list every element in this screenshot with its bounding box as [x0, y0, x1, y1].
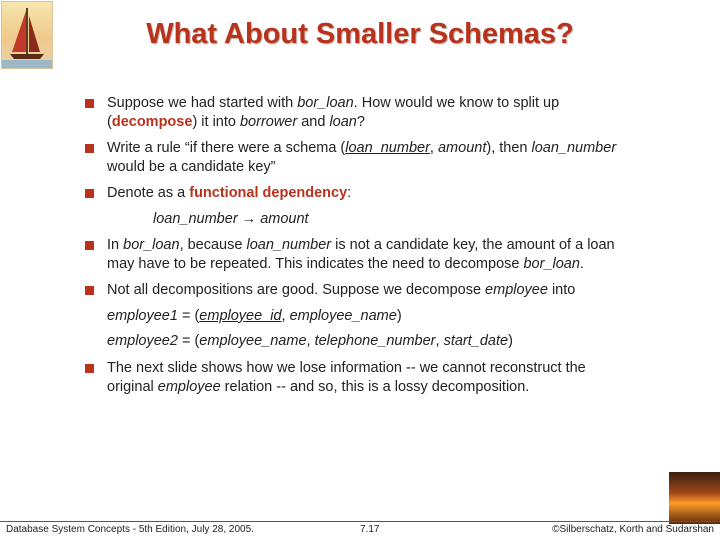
- bullet-text: Not all decompositions are good. Suppose we decompose employee into: [107, 282, 576, 298]
- bullet-square-icon: [85, 241, 94, 250]
- bullet-square-icon: [85, 99, 94, 108]
- bullet-square-icon: [85, 364, 94, 373]
- bullet-text: The next slide shows how we lose information -- we cannot reconstruct the original employee relation -- and so, this is a lossy decomposition.: [107, 360, 586, 395]
- footer-copyright: ©Silberschatz, Korth and Sudarshan: [552, 524, 714, 535]
- footer-divider: [0, 521, 720, 522]
- employee2-schema: employee2 = (employee_name, telephone_number, start_date): [107, 333, 513, 349]
- footer-slide-number: 7.17: [360, 524, 380, 535]
- bullet-square-icon: [85, 189, 94, 198]
- footer-course: Database System Concepts - 5th Edition, July 28, 2005.: [6, 524, 254, 535]
- sunset-logo: [669, 472, 720, 524]
- bullet-text: Suppose we had started with bor_loan. How would we know to split up (decompose) it into borrower and loan?: [107, 95, 560, 130]
- bullet-square-icon: [85, 286, 94, 295]
- bullet-text: Write a rule “if there were a schema (loan_number, amount), then loan_number would be a candidate key”: [107, 140, 617, 175]
- bullet-text: In bor_loan, because loan_number is not a candidate key, the amount of a loan may have to be repeated. This indicates the need to decompose bor_loan.: [107, 237, 615, 272]
- slide-title: What About Smaller Schemas?: [146, 18, 574, 50]
- employee1-schema: employee1 = (employee_id, employee_name): [107, 308, 402, 324]
- functional-dependency-formula: loan_number → amount: [153, 211, 309, 227]
- bullet-text: Denote as a functional dependency:: [107, 185, 352, 201]
- bullet-square-icon: [85, 144, 94, 153]
